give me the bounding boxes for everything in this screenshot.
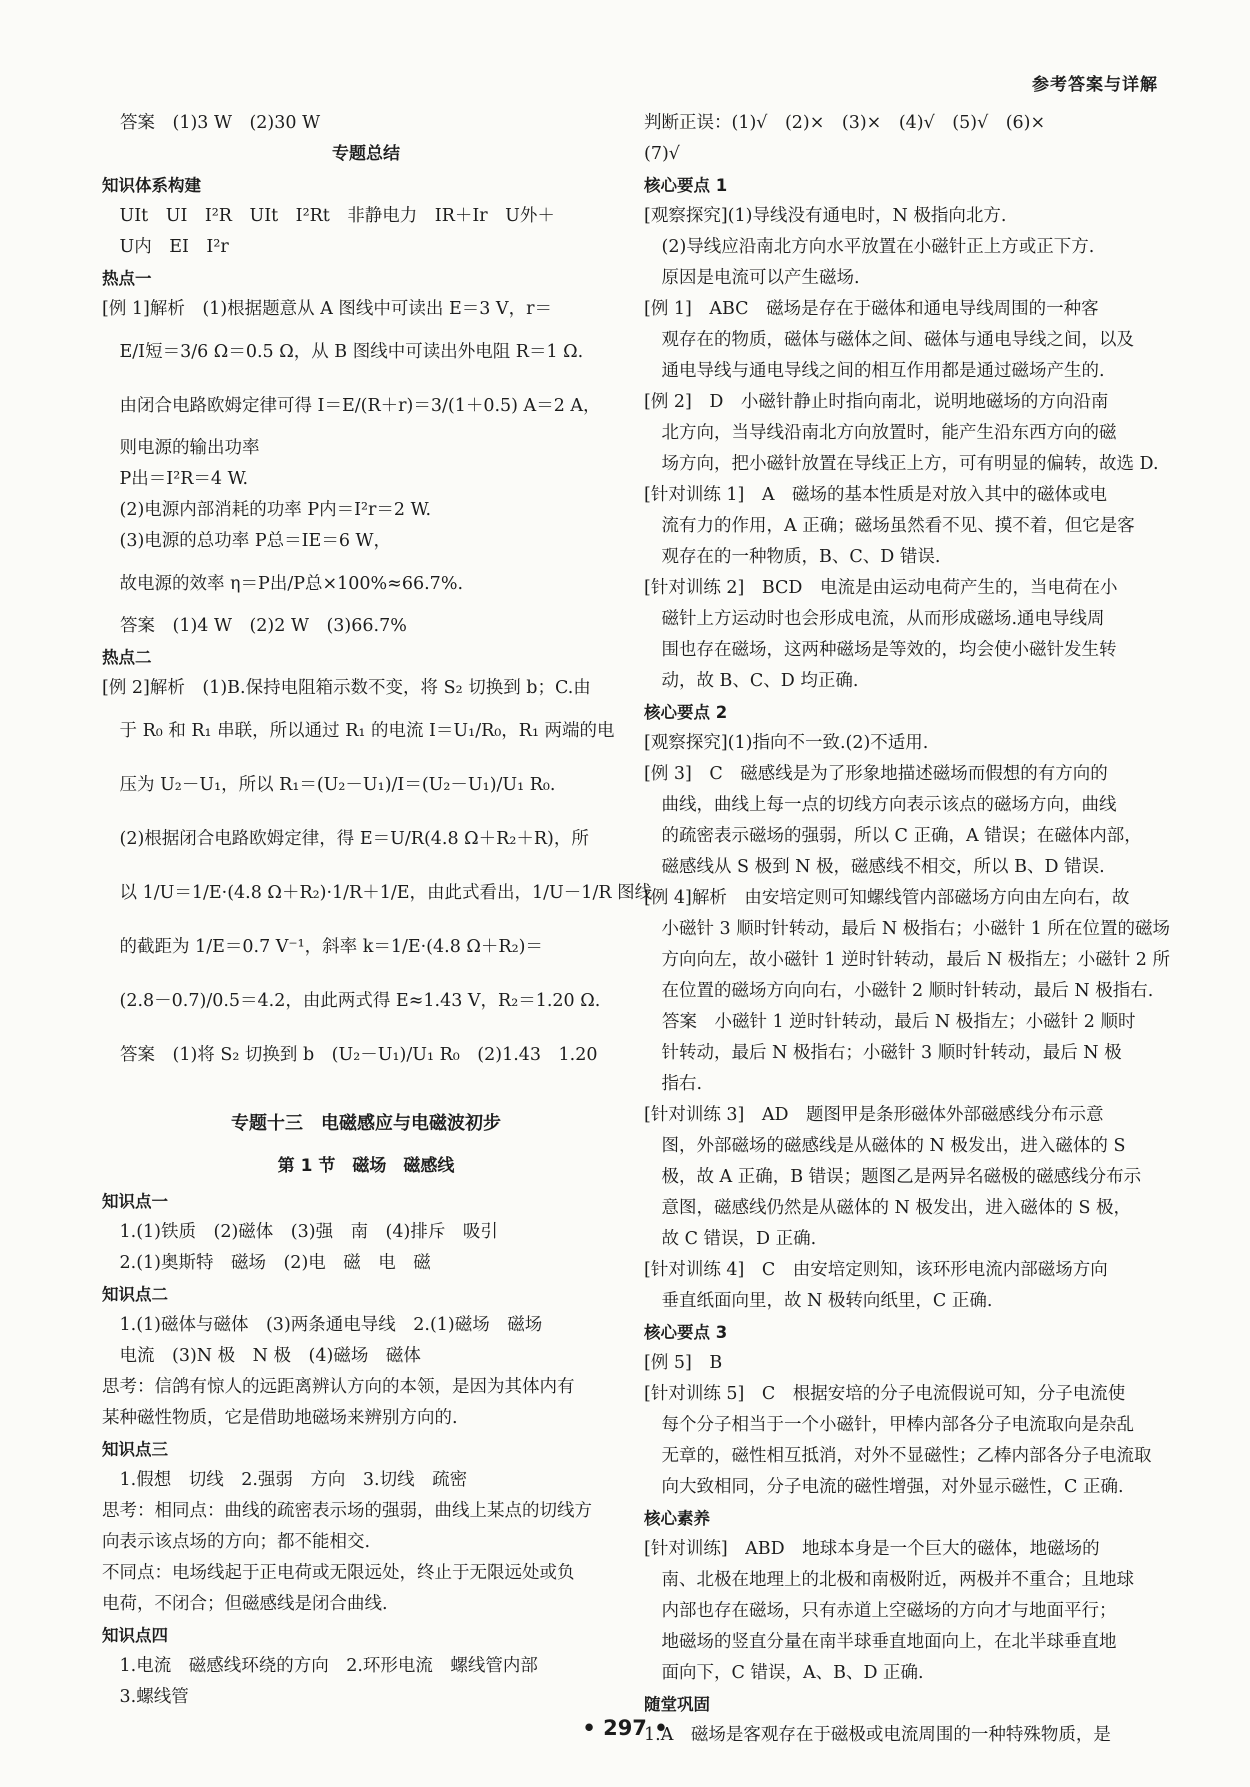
- text-line: 垂直纸面向里，故 N 极转向纸里，C 正确.: [644, 1291, 993, 1311]
- section-heading: 热点二: [102, 648, 152, 667]
- text-line: 意图，磁感线仍然是从磁体的 N 极发出，进入磁体的 S 极，: [644, 1198, 1132, 1218]
- text-line: (2)电源内部消耗的功率 P内＝I²r＝2 W.: [102, 500, 432, 520]
- text-line: 答案 (1)4 W (2)2 W (3)66.7%: [120, 616, 407, 636]
- text-line: [例 1] ABC 磁场是存在于磁体和通电导线周围的一种客: [644, 299, 1099, 319]
- text-line: 向大致相同，分子电流的磁性增强，对外显示磁性，C 正确.: [644, 1477, 1124, 1497]
- text-line: 场方向，把小磁针放置在导线正上方，可有明显的偏转，故选 D.: [644, 454, 1159, 474]
- text-line: 北方向，当导线沿南北方向放置时，能产生沿东西方向的磁: [644, 423, 1117, 443]
- section-heading: 核心要点 3: [644, 1323, 728, 1342]
- text-line: 面向下，C 错误，A、B、D 正确.: [644, 1663, 924, 1683]
- text-line: 答案 (1)将 S₂ 切换到 b (U₂－U₁)/U₁ R₀ (2)1.43 1.20: [120, 1045, 598, 1065]
- text-line: 故 C 错误，D 正确.: [644, 1229, 817, 1249]
- section-heading: 随堂巩固: [644, 1695, 710, 1714]
- text-line: 答案 小磁针 1 逆时针转动，最后 N 极指左；小磁针 2 顺时: [662, 1012, 1136, 1032]
- text-line: 通电导线与通电导线之间的相互作用都是通过磁场产生的.: [644, 361, 1105, 381]
- section-heading: 知识点二: [102, 1285, 168, 1304]
- text-line: [例 1]解析 (1)根据题意从 A 图线中可读出 E＝3 V，r＝: [102, 299, 552, 319]
- page-number: • 297 •: [582, 1716, 668, 1740]
- text-line: (2)导线应沿南北方向水平放置在小磁针正上方或正下方.: [644, 237, 1095, 257]
- text-line: 电流 (3)N 极 N 极 (4)磁场 磁体: [102, 1346, 421, 1366]
- text-line: 则电源的输出功率: [102, 438, 260, 458]
- text-line: (7)√: [644, 144, 680, 164]
- text-line: 3.螺线管: [102, 1687, 189, 1707]
- section-heading: 知识点一: [102, 1192, 168, 1211]
- section-heading: 核心素养: [644, 1509, 710, 1528]
- text-line: 地磁场的竖直分量在南半球垂直地面向上，在北半球垂直地: [644, 1632, 1117, 1652]
- text-line: 在位置的磁场方向向右，小磁针 2 顺时针转动，最后 N 极指右.: [644, 981, 1154, 1001]
- text-line: 1.A 磁场是客观存在于磁极或电流周围的一种特殊物质，是: [644, 1725, 1111, 1745]
- text-line: 2.(1)奥斯特 磁场 (2)电 磁 电 磁: [102, 1253, 431, 1273]
- left-column: [102, 108, 653, 1713]
- text-line: 思考：相同点：曲线的疏密表示场的强弱，曲线上某点的切线方: [102, 1501, 592, 1521]
- right-column: [644, 108, 1170, 1751]
- text-line: [例 2]解析 (1)B.保持电阻箱示数不变，将 S₂ 切换到 b；C.由: [102, 678, 591, 698]
- text-line: 由闭合电路欧姆定律可得 I＝E/(R＋r)＝3/(1＋0.5) A＝2 A，: [102, 396, 601, 416]
- text-line: 南、北极在地理上的北极和南极附近，两极并不重合；且地球: [644, 1570, 1134, 1590]
- text-line: UIt UI I²R UIt I²Rt 非静电力 IR＋Ir U外＋: [102, 206, 555, 226]
- text-line: [观察探究](1)导线没有通电时，N 极指向北方.: [644, 206, 1007, 226]
- section-heading: 第 1 节 磁场 磁感线: [277, 1156, 455, 1176]
- text-line: 内部也存在磁场，只有赤道上空磁场的方向才与地面平行；: [644, 1601, 1117, 1621]
- text-line: (3)电源的总功率 P总＝IE＝6 W，: [102, 531, 391, 551]
- text-line: 原因是电流可以产生磁场.: [644, 268, 860, 288]
- text-line: 每个分子相当于一个小磁针，甲棒内部各分子电流取向是杂乱: [644, 1415, 1134, 1435]
- text-line: 判断正误：(1)√ (2)× (3)× (4)√ (5)√ (6)×: [644, 113, 1046, 133]
- text-line: 1.(1)铁质 (2)磁体 (3)强 南 (4)排斥 吸引: [102, 1222, 498, 1242]
- running-header: 参考答案与详解: [1032, 75, 1158, 95]
- text-line: 的疏密表示磁场的强弱，所以 C 正确，A 错误；在磁体内部，: [644, 826, 1142, 846]
- section-heading: 核心要点 2: [644, 703, 728, 722]
- text-line: [观察探究](1)指向不一致.(2)不适用.: [644, 733, 929, 753]
- text-line: 方向向左，故小磁针 1 逆时针转动，最后 N 极指左；小磁针 2 所: [644, 950, 1170, 970]
- text-line: 以 1/U＝1/E·(4.8 Ω＋R₂)·1/R＋1/E，由此式看出，1/U－1/R 图线: [102, 883, 653, 903]
- text-line: 1.电流 磁感线环绕的方向 2.环形电流 螺线管内部: [102, 1656, 538, 1676]
- text-line: 电荷，不闭合；但磁感线是闭合曲线.: [102, 1594, 388, 1614]
- text-line: 流有力的作用，A 正确；磁场虽然看不见、摸不着，但它是客: [644, 516, 1135, 536]
- text-line: [针对训练] ABD 地球本身是一个巨大的磁体，地磁场的: [644, 1539, 1100, 1559]
- text-line: [针对训练 5] C 根据安培的分子电流假说可知，分子电流使: [644, 1384, 1126, 1404]
- text-line: 无章的，磁性相互抵消，对外不显磁性；乙棒内部各分子电流取: [644, 1446, 1152, 1466]
- text-line: [针对训练 4] C 由安培定则知，该环形电流内部磁场方向: [644, 1260, 1108, 1280]
- text-line: 的截距为 1/E＝0.7 V⁻¹，斜率 k＝1/E·(4.8 Ω＋R₂)＝: [102, 937, 543, 957]
- text-line: 压为 U₂－U₁，所以 R₁＝(U₂－U₁)/I＝(U₂－U₁)/U₁ R₀.: [102, 775, 556, 795]
- text-line: 指右.: [644, 1074, 703, 1094]
- section-heading: 热点一: [102, 269, 152, 288]
- text-line: 围也存在磁场，这两种磁场是等效的，均会使小磁针发生转: [644, 640, 1117, 660]
- text-line: 某种磁性物质，它是借助地磁场来辨别方向的.: [102, 1408, 458, 1428]
- text-line: 针转动，最后 N 极指右；小磁针 3 顺时针转动，最后 N 极: [644, 1043, 1122, 1063]
- text-line: [针对训练 1] A 磁场的基本性质是对放入其中的磁体或电: [644, 485, 1107, 505]
- text-line: 观存在的物质，磁体与磁体之间、磁体与通电导线之间，以及: [644, 330, 1134, 350]
- text-line: 磁感线从 S 极到 N 极，磁感线不相交，所以 B、D 错误.: [644, 857, 1105, 877]
- section-heading: 知识点四: [102, 1626, 168, 1645]
- text-line: [例 4]解析 由安培定则可知螺线管内部磁场方向由左向右，故: [644, 888, 1130, 908]
- text-line: P出＝I²R＝4 W.: [102, 469, 249, 489]
- text-line: 小磁针 3 顺时针转动，最后 N 极指右；小磁针 1 所在位置的磁场: [644, 919, 1170, 939]
- text-line: 观存在的一种物质，B、C、D 错误.: [644, 547, 941, 567]
- text-line: 不同点：电场线起于正电荷或无限远处，终止于无限远处或负: [102, 1563, 575, 1583]
- text-line: 故电源的效率 η＝P出/P总×100%≈66.7%.: [102, 574, 464, 594]
- text-line: 1.(1)磁体与磁体 (3)两条通电导线 2.(1)磁场 磁场: [102, 1315, 543, 1335]
- text-line: E/I短＝3/6 Ω＝0.5 Ω，从 B 图线中可读出外电阻 R＝1 Ω.: [102, 342, 584, 362]
- text-line: 向表示该点场的方向；都不能相交.: [102, 1532, 371, 1552]
- section-heading: 核心要点 1: [644, 176, 728, 195]
- text-line: 图，外部磁场的磁感线是从磁体的 N 极发出，进入磁体的 S: [644, 1136, 1126, 1156]
- text-line: 动，故 B、C、D 均正确.: [644, 671, 859, 691]
- section-heading: 知识体系构建: [102, 176, 201, 195]
- text-line: U内 EI I²r: [102, 237, 229, 257]
- text-line: 1.假想 切线 2.强弱 方向 3.切线 疏密: [102, 1470, 468, 1490]
- text-line: (2)根据闭合电路欧姆定律，得 E＝U/R(4.8 Ω＋R₂＋R)，所: [102, 829, 589, 849]
- text-line: [例 3] C 磁感线是为了形象地描述磁场而假想的有方向的: [644, 764, 1108, 784]
- text-line: 思考：信鸽有惊人的远距离辨认方向的本领，是因为其体内有: [102, 1377, 575, 1397]
- section-heading: 专题十三 电磁感应与电磁波初步: [231, 1113, 501, 1134]
- text-line: [针对训练 3] AD 题图甲是条形磁体外部磁感线分布示意: [644, 1105, 1104, 1125]
- text-line: 曲线，曲线上每一点的切线方向表示该点的磁场方向，曲线: [644, 795, 1117, 815]
- text-line: (2.8－0.7)/0.5＝4.2，由此两式得 E≈1.43 V，R₂＝1.20 Ω.: [102, 991, 601, 1011]
- text-line: 于 R₀ 和 R₁ 串联，所以通过 R₁ 的电流 I＝U₁/R₀，R₁ 两端的电: [102, 721, 615, 741]
- text-line: [例 5] B: [644, 1353, 723, 1373]
- text-line: 答案 (1)3 W (2)30 W: [120, 113, 321, 133]
- text-line: [针对训练 2] BCD 电流是由运动电荷产生的，当电荷在小: [644, 578, 1118, 598]
- text-line: [例 2] D 小磁针静止时指向南北，说明地磁场的方向沿南: [644, 392, 1109, 412]
- text-line: 磁针上方运动时也会形成电流，从而形成磁场.通电导线周: [644, 609, 1105, 629]
- section-heading: 知识点三: [102, 1440, 168, 1459]
- section-heading: 专题总结: [332, 144, 400, 164]
- text-line: 极，故 A 正确，B 错误；题图乙是两异名磁极的磁感线分布示: [644, 1167, 1142, 1187]
